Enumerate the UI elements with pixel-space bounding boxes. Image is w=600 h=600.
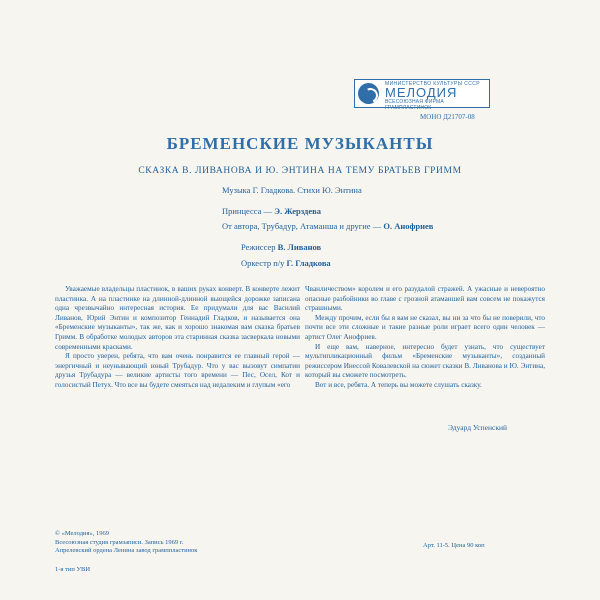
- paragraph: Я просто уверен, ребята, что вам очень понравится ее главный герой — энергичный и неунывающий юный Трубадур. Что у вас вызовут симпатии друзья Трубадура — великие артисты того времени — Пес, Осел, Кот и голосистый Петух. Что все вы будете смеяться над недалеким и глупым «его: [55, 352, 300, 389]
- footer-print: 1-я тип УВИ: [55, 566, 91, 573]
- logo-ministry: МИНИСТЕРСТВО КУЛЬТУРЫ СССР: [385, 81, 481, 87]
- music-credit: Музыка Г. Гладкова. Стихи Ю. Энтина: [222, 185, 362, 195]
- logo-company: ВСЕСОЮЗНАЯ ФИРМА ГРАМПЛАСТИНОК: [385, 99, 444, 111]
- text-column-right: [305, 285, 545, 391]
- orchestra-label: Оркестр п/у: [241, 258, 287, 268]
- footer-studio: Всесоюзная студия грамзаписи. Запись 1969 г.: [55, 539, 184, 546]
- paragraph: Вот и все, ребята. А теперь вы можете слушать сказку.: [315, 380, 482, 389]
- paragraph: Уважаемые владельцы пластинок, в ваших руках конверт. В конверте лежит пластинка. А на пластинке на длинной-длинной вьющейся дорожке записана одна чрезвычайно интересная история. Ее придумали для вас Василий Ливанов, Юрий Энтин и композитор Геннадий Гладков, и называется она «Бременские музыканты», так же, как и хорошо знакомая вам сказка братьев Гримм. В обработке молодых авторов эта старинная сказка засверкала новыми современными красками.: [55, 285, 300, 351]
- director-credit: [241, 242, 321, 252]
- paragraph: И еще вам, наверное, интересно будет узнать, что существует мультипликационный фильм «Бременские музыканты», созданный режиссером Инессой Ковалевской на сюжет сказки В. Ливанова и Ю. Энтина, который вы сможете посмотреть.: [305, 342, 545, 380]
- orchestra-name: Г. Гладкова: [286, 258, 331, 268]
- footer-plant: Апрелевский ордена Ленина завод грамппластинок: [55, 547, 198, 554]
- logo-brand: МЕЛОДИЯ: [385, 85, 458, 100]
- cast-role: Принцесса —: [222, 206, 275, 216]
- paragraph: Между прочим, если бы я вам не сказал, вы ни за что бы не поверили, что почти все эти сложные и такие разные роли играет всего один человек — артист Олег Анофриев.: [305, 313, 545, 341]
- paragraph: Чванличеством» королем и его разудалой стражей. А ужасные и невероятно опасные разбойники во главе с грозной атаманшей вам совсем не покажутся страшными.: [305, 285, 545, 313]
- footer-price: Арт. 11-5. Цена 90 коп: [423, 542, 485, 549]
- director-name: В. Ливанов: [277, 242, 322, 252]
- melodiya-logo: [354, 79, 490, 111]
- footer-copyright: © «Мелодия», 1969: [55, 530, 109, 537]
- cast-line: [222, 221, 433, 231]
- catalog-number: МОНО Д21707-08: [420, 113, 475, 121]
- cast-line: [222, 206, 321, 216]
- orchestra-credit: [241, 258, 331, 268]
- director-label: Режиссер: [241, 242, 278, 252]
- melodiya-emblem-icon: [358, 83, 379, 104]
- cast-role: От автора, Трубадур, Атаманша и другие —: [222, 221, 384, 231]
- subtitle: СКАЗКА В. ЛИВАНОВА И Ю. ЭНТИНА НА ТЕМУ БРАТЬЕВ ГРИММ: [138, 166, 462, 176]
- page-title: БРЕМЕНСКИЕ МУЗЫКАНТЫ: [166, 134, 434, 153]
- cast-performer: О. Анофриев: [383, 221, 434, 231]
- author-signature: Эдуард Успенский: [448, 423, 507, 432]
- cast-performer: Э. Жерздева: [274, 206, 321, 216]
- text-column-left: [55, 285, 300, 391]
